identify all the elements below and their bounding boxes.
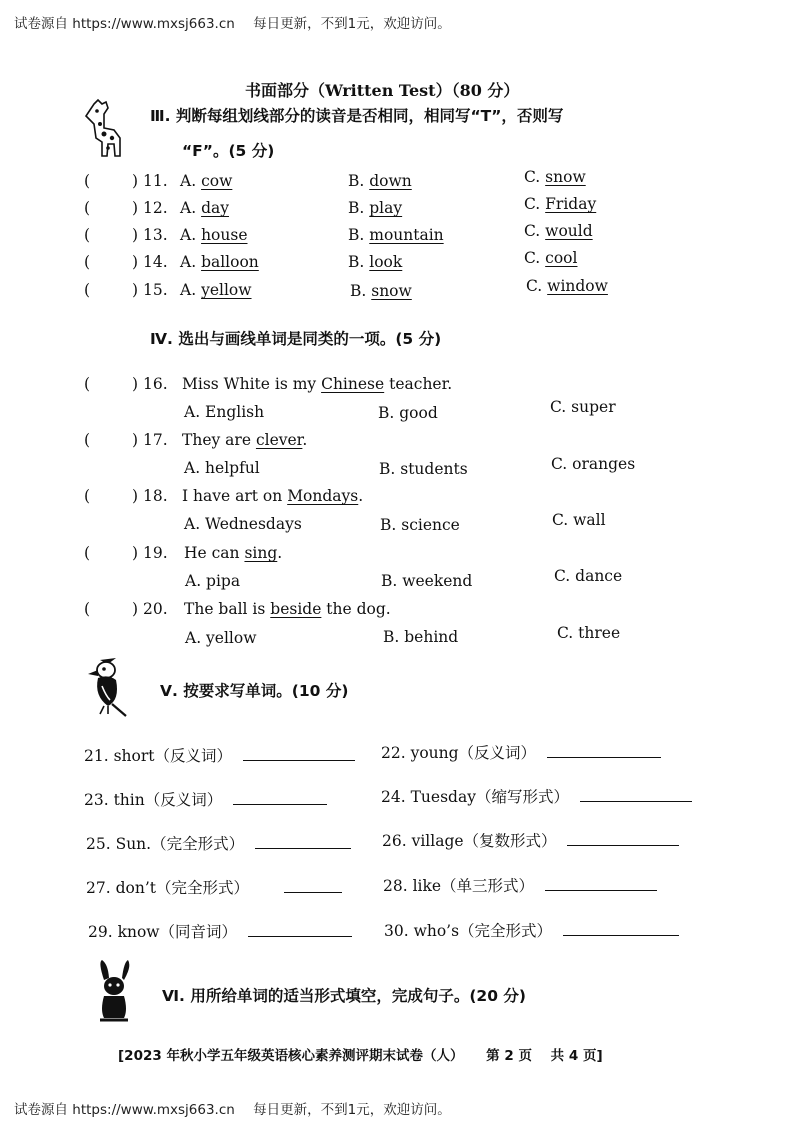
footer-total: 共 4 页]: [550, 1048, 603, 1064]
answer-blank-24[interactable]: [580, 787, 692, 802]
q12-paren[interactable]: (: [84, 199, 91, 217]
q19-stem: He can sing.: [184, 544, 283, 562]
q16-stem: Miss White is my Chinese teacher.: [182, 375, 453, 393]
q15-num: ) 15.: [132, 281, 168, 299]
q11-option-b: B. down: [348, 172, 412, 190]
watermark-note: 每日更新，不到1元，欢迎访问。: [253, 16, 451, 32]
q20-option-c: C. three: [557, 624, 621, 642]
q19-paren[interactable]: (: [84, 544, 91, 562]
q14-paren[interactable]: (: [84, 253, 91, 271]
q14-option-a: A. balloon: [180, 253, 259, 271]
q18-paren[interactable]: (: [84, 487, 91, 505]
q16-num: ) 16.: [132, 375, 168, 393]
bottom-watermark: [14, 1098, 451, 1118]
answer-blank-27[interactable]: [284, 878, 342, 893]
top-watermark: [14, 12, 451, 32]
q14-num: ) 14.: [132, 253, 168, 271]
answer-blank-26[interactable]: [567, 831, 679, 846]
giraffe-icon: [80, 98, 126, 160]
item-26: 26. village（复数形式）: [382, 829, 679, 851]
q16-option-b: B. good: [378, 404, 438, 422]
item-30: 30. who’s（完全形式）: [384, 919, 679, 941]
q13-option-b: B. mountain: [348, 226, 444, 244]
q11-option-c: C. snow: [524, 168, 586, 186]
q11-paren[interactable]: (: [84, 172, 91, 190]
q14-option-c: C. cool: [524, 249, 578, 267]
q15-option-a: A. yellow: [180, 281, 252, 299]
q13-num: ) 13.: [132, 226, 168, 244]
q13-option-a: A. house: [180, 226, 248, 244]
watermark-site-bottom: 试卷源自 https://www.mxsj663.cn: [14, 1102, 235, 1118]
section3-title-line2: “F”。(5 分): [182, 142, 275, 160]
item-24: 24. Tuesday（缩写形式）: [381, 785, 692, 807]
q16-paren[interactable]: (: [84, 375, 91, 393]
answer-blank-29[interactable]: [248, 922, 352, 937]
q11-num: ) 11.: [132, 172, 168, 190]
answer-blank-21[interactable]: [243, 746, 355, 761]
item-28: 28. like（单三形式）: [383, 874, 657, 896]
q17-num: ) 17.: [132, 431, 168, 449]
section6-title: Ⅵ. 用所给单词的适当形式填空，完成句子。(20 分): [162, 987, 526, 1005]
q15-paren[interactable]: (: [84, 281, 91, 299]
exam-footer: [118, 1044, 603, 1064]
q15-option-b: B. snow: [350, 282, 412, 300]
q20-option-a: A. yellow: [185, 629, 257, 647]
answer-blank-28[interactable]: [545, 876, 657, 891]
q17-option-c: C. oranges: [551, 455, 636, 473]
watermark-note-bottom: 每日更新，不到1元，欢迎访问。: [253, 1102, 451, 1118]
q15-option-c: C. window: [526, 277, 608, 295]
q13-option-c: C. would: [524, 222, 593, 240]
section5-title: Ⅴ. 按要求写单词。(10 分): [160, 682, 349, 700]
answer-blank-25[interactable]: [255, 834, 351, 849]
q18-option-b: B. science: [380, 516, 460, 534]
q11-option-a: A. cow: [180, 172, 233, 190]
q13-paren[interactable]: (: [84, 226, 91, 244]
page-title: 书面部分（Written Test）（80 分）: [245, 81, 520, 100]
item-29: 29. know（同音词）: [88, 920, 352, 942]
q17-stem: They are clever.: [182, 431, 308, 449]
q19-option-c: C. dance: [554, 567, 623, 585]
bird-icon: [86, 656, 130, 718]
q12-option-b: B. play: [348, 199, 403, 217]
footer-page: 第 2 页: [486, 1048, 532, 1064]
q16-option-c: C. super: [550, 398, 616, 416]
q18-option-a: A. Wednesdays: [184, 515, 302, 533]
q20-stem: The ball is beside the dog.: [184, 600, 391, 618]
q19-num: ) 19.: [132, 544, 168, 562]
q20-paren[interactable]: (: [84, 600, 91, 618]
q12-option-c: C. Friday: [524, 195, 597, 213]
q18-stem: I have art on Mondays.: [182, 487, 364, 505]
q20-option-b: B. behind: [383, 628, 459, 646]
q12-num: ) 12.: [132, 199, 168, 217]
item-27: 27. don’t（完全形式）: [86, 876, 342, 898]
answer-blank-22[interactable]: [547, 743, 661, 758]
q18-num: ) 18.: [132, 487, 168, 505]
q17-option-b: B. students: [379, 460, 468, 478]
answer-blank-30[interactable]: [563, 921, 679, 936]
section4-title: Ⅳ. 选出与画线单词是同类的一项。(5 分): [150, 330, 442, 348]
q16-option-a: A. English: [184, 403, 265, 421]
item-23: 23. thin（反义词）: [84, 788, 327, 810]
watermark-site: 试卷源自 https://www.mxsj663.cn: [14, 16, 235, 32]
q17-paren[interactable]: (: [84, 431, 91, 449]
q17-option-a: A. helpful: [184, 459, 260, 477]
item-25: 25. Sun.（完全形式）: [86, 832, 351, 854]
section3-title-line1: Ⅲ. 判断每组划线部分的读音是否相同，相同写“T”，否则写: [150, 107, 564, 125]
footer-exam-name: [2023 年秋小学五年级英语核心素养测评期末试卷（人）: [118, 1048, 464, 1064]
q18-option-c: C. wall: [552, 511, 606, 529]
item-22: 22. young（反义词）: [381, 741, 661, 763]
answer-blank-23[interactable]: [233, 790, 327, 805]
q20-num: ) 20.: [132, 600, 168, 618]
q14-option-b: B. look: [348, 253, 403, 271]
item-21: 21. short（反义词）: [84, 744, 355, 766]
q12-option-a: A. day: [180, 199, 229, 217]
rabbit-icon: [92, 958, 136, 1024]
q19-option-b: B. weekend: [381, 572, 473, 590]
q19-option-a: A. pipa: [185, 572, 241, 590]
